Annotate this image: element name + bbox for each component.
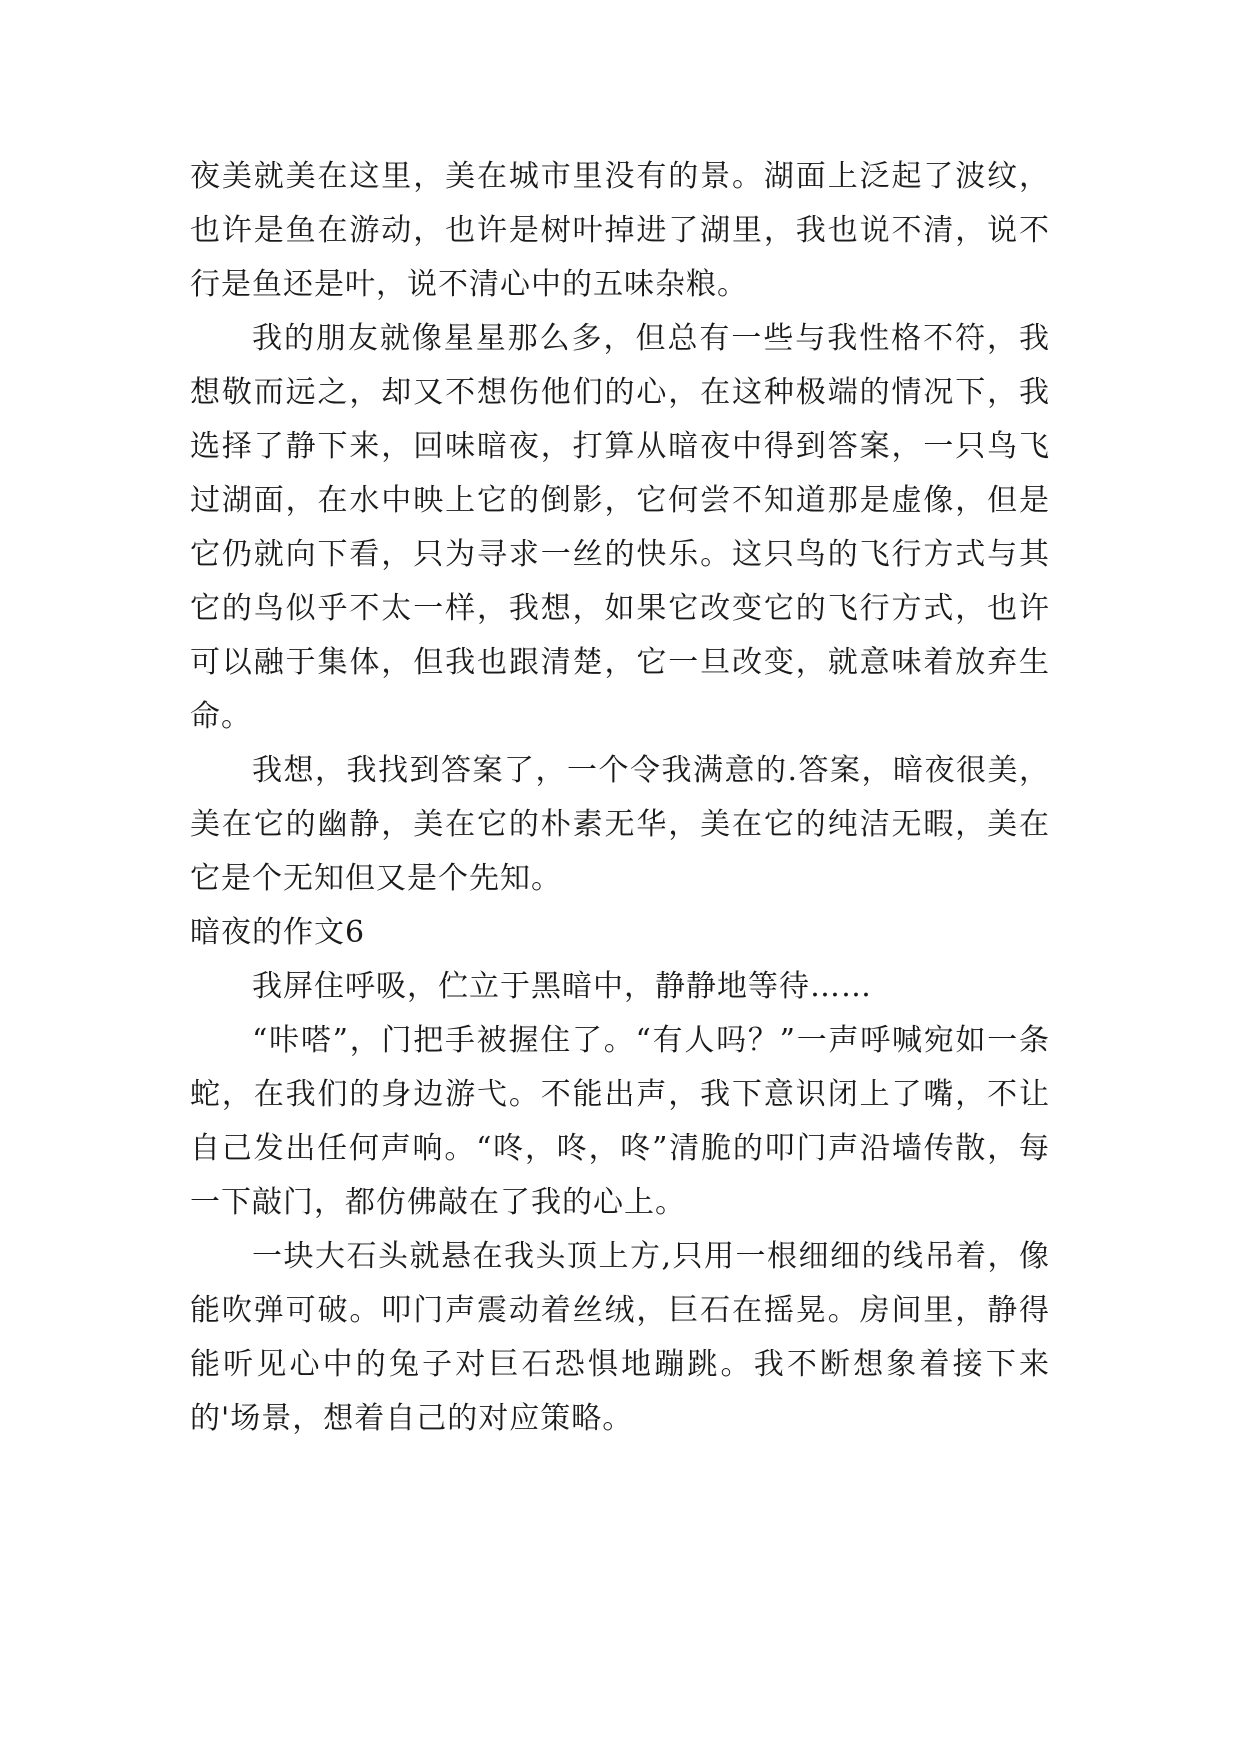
section-heading: 暗夜的作文6 [190,915,366,950]
paragraph: 一块大石头就悬在我头顶上方,只用一根细细的线吊着，像能吹弹可破。叩门声震动着丝绒，巨石在摇晃。房间里，静得能听见心中的兔子对巨石恐惧地蹦跳。我不断想象着接下来的'场景，想着自己的对应策略。 [190,1239,1050,1436]
document-body [190,150,1050,1446]
paragraph: “咔嗒”，门把手被握住了。“有人吗？”一声呼喊宛如一条蛇，在我们的身边游弋。不能出声，我下意识闭上了嘴，不让自己发出任何声响。“咚，咚，咚”清脆的叩门声沿墙传散，每一下敲门，都仿佛敲在了我的心上。 [190,1023,1050,1220]
paragraph: 我想，我找到答案了，一个令我满意的.答案，暗夜很美，美在它的幽静，美在它的朴素无华，美在它的纯洁无暇，美在它是个无知但又是个先知。 [190,753,1050,896]
paragraph: 我的朋友就像星星那么多，但总有一些与我性格不符，我想敬而远之，却又不想伤他们的心，在这种极端的情况下，我选择了静下来，回味暗夜，打算从暗夜中得到答案，一只鸟飞过湖面，在水中映上它的倒影，它何尝不知道那是虚像，但是它仍就向下看，只为寻求一丝的快乐。这只鸟的飞行方式与其它的鸟似乎不太一样，我想，如果它改变它的飞行方式，也许可以融于集体，但我也跟清楚，它一旦改变，就意味着放弃生命。 [190,321,1050,734]
paragraph: 夜美就美在这里，美在城市里没有的景。湖面上泛起了波纹，也许是鱼在游动，也许是树叶掉进了湖里，我也说不清，说不行是鱼还是叶，说不清心中的五味杂粮。 [190,159,1050,302]
paragraph: 我屏住呼吸，伫立于黑暗中，静静地等待…… [252,969,872,1004]
